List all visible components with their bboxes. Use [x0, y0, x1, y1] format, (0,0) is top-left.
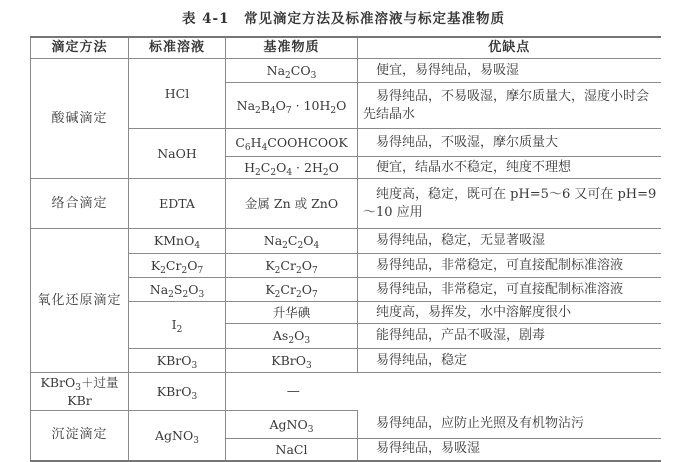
pros-cell: —	[226, 373, 358, 411]
method-cell: 氧化还原滴定	[31, 229, 129, 373]
pros-cell: 易得纯品，稳定	[358, 349, 661, 373]
substance-cell: $H_2C_2O_4 \cdot 2H_2O$	[226, 157, 358, 179]
substance-cell: $C_6H_4COOHCOOK$	[226, 129, 358, 157]
substance-cell: KBrO$_3$	[226, 349, 358, 373]
table-row	[31, 59, 661, 83]
method-cell: 沉淀滴定	[31, 411, 129, 461]
pros-cell: 能得纯品，产品不吸湿，剧毒	[358, 324, 661, 349]
pros-cell: 易得纯品，非常稳定，可直接配制标准溶液	[358, 254, 661, 278]
pros-cell: 易得纯品，非常稳定，可直接配制标准溶液	[358, 278, 661, 302]
solution-cell: EDTA	[129, 179, 226, 229]
pros-cell: 易得纯品，不易吸湿，摩尔质量大，湿度小时会先结晶水	[358, 83, 661, 129]
substance-cell: 金属 Zn 或 ZnO	[226, 179, 358, 229]
method-cell: 酸碱滴定	[31, 59, 129, 179]
substance-cell: $Na_2C_2O_4$	[226, 229, 358, 254]
header-method: 滴定方法	[31, 37, 129, 59]
solution-cell: KBrO$_3$	[129, 349, 226, 373]
substance-cell: KBrO$_3$	[129, 373, 226, 411]
solution-cell: $K_2Cr_2O_7$	[129, 254, 226, 278]
solution-cell: HCl	[129, 59, 226, 129]
pros-cell: 易得纯品，应防止光照及有机物沾污	[358, 411, 661, 439]
table-row	[31, 411, 661, 439]
method-cell: 络合滴定	[31, 179, 129, 229]
pros-cell: 易得纯品，稳定，无显著吸湿	[358, 229, 661, 254]
titration-table	[30, 36, 661, 462]
table-title: 表 4-1 常见滴定方法及标准溶液与标定基准物质	[181, 11, 506, 27]
solution-cell: KBrO$_3$＋过量 KBr	[31, 373, 129, 411]
solution-cell: AgNO$_3$	[129, 411, 226, 461]
solution-cell: $Na_2S_2O_3$	[129, 278, 226, 302]
pros-cell: 纯度高，易挥发，水中溶解度很小	[358, 302, 661, 324]
solution-cell: NaOH	[129, 129, 226, 179]
table-row	[31, 373, 661, 411]
header-row	[31, 37, 661, 59]
substance-cell: AgNO$_3$	[226, 411, 358, 439]
substance-cell: NaCl	[226, 439, 358, 461]
solution-cell: KMnO$_4$	[129, 229, 226, 254]
table-row	[31, 229, 661, 254]
solution-cell: $I_2$	[129, 302, 226, 349]
header-solution: 标准溶液	[129, 37, 226, 59]
substance-cell: $Na_2B_4O_7 \cdot 10H_2O$	[226, 83, 358, 129]
pros-cell: 易得纯品，易吸湿	[358, 439, 661, 461]
substance-cell: $K_2Cr_2O_7$	[226, 254, 358, 278]
pros-cell: 易得纯品，不吸湿，摩尔质量大	[358, 129, 661, 157]
header-substance: 基准物质	[226, 37, 358, 59]
substance-cell: $K_2Cr_2O_7$	[226, 278, 358, 302]
pros-cell: 便宜，易得纯品，易吸湿	[358, 59, 661, 83]
substance-cell: $Na_2CO_3$	[226, 59, 358, 83]
substance-cell: 升华碘	[226, 302, 358, 324]
header-pros: 优缺点	[358, 37, 661, 59]
pros-cell: 纯度高，稳定，既可在 pH=5～6 又可在 pH=9～10 应用	[358, 179, 661, 229]
substance-cell: $As_2O_3$	[226, 324, 358, 349]
pros-cell: 便宜，结晶水不稳定，纯度不理想	[358, 157, 661, 179]
table-row	[31, 179, 661, 229]
